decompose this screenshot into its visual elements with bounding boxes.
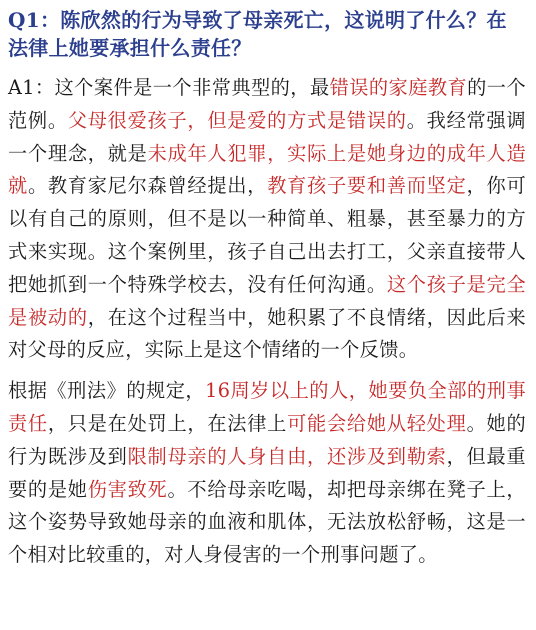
highlighted-phrase: 错误的家庭教育 <box>329 76 468 99</box>
highlighted-phrase: 可能会给她从轻处理 <box>287 411 467 435</box>
answer-paragraph-2 <box>8 375 526 572</box>
answer-text-segment: 。不给母亲吃喝，却把母亲绑在凳子上，这个姿势导致她母亲的血液和肌体，无法放松舒畅，这是一个相对比较重的，对人身侵害的一个刑事问题了。 <box>8 477 526 567</box>
answer-text-segment: 。我经常强调一个理念，就是 <box>8 108 526 165</box>
highlighted-phrase: 16周岁以上的人，她要负全部的刑事责任 <box>8 379 526 435</box>
question-heading: Q1：陈欣然的行为导致了母亲死亡，这说明了什么？在法律上她要承担什么责任？ <box>8 8 507 60</box>
answer-text-segment: 根据《刑法》的规定， <box>8 379 206 403</box>
answer-text-segment: 的一个范例。 <box>8 76 526 132</box>
answer-text-segment: 。教育家尼尔森曾经提出， <box>27 174 268 198</box>
answer-text-segment: 。她的行为既涉及到 <box>8 411 526 468</box>
highlighted-phrase: 父母很爱孩子，但是爱的方式是错误的 <box>67 108 407 132</box>
answer-text-segment: ，只是在处罚上，在法律上 <box>47 411 288 435</box>
answer-paragraph-1 <box>8 72 526 367</box>
answer-text-segment: ，你可以有自己的原则，但不是以一种简单、粗暴，甚至暴力的方式来实现。这个案例里，孩子自己出去打工，父亲直接带人把她抓到一个特殊学校去，没有任何沟通。 <box>8 174 526 296</box>
highlighted-phrase: 这个孩子是完全是被动的 <box>8 272 526 329</box>
highlighted-phrase: 限制母亲的人身自由，还涉及到勒索 <box>127 444 447 468</box>
answer-text-segment: ，但最重要的是她 <box>8 444 526 501</box>
answer-text-segment: ，在这个过程当中，她积累了不良情绪，因此后来对父母的反应，实际上是这个情绪的一个反馈。 <box>8 305 527 362</box>
highlighted-phrase: 未成年人犯罪，实际上是她身边的成年人造就 <box>8 141 527 198</box>
highlighted-phrase: 教育孩子要和善而坚定 <box>267 174 467 198</box>
highlighted-phrase: 伤害致死 <box>87 477 168 501</box>
answer-text-segment: A1：这个案件是一个非常典型的，最 <box>8 76 330 99</box>
